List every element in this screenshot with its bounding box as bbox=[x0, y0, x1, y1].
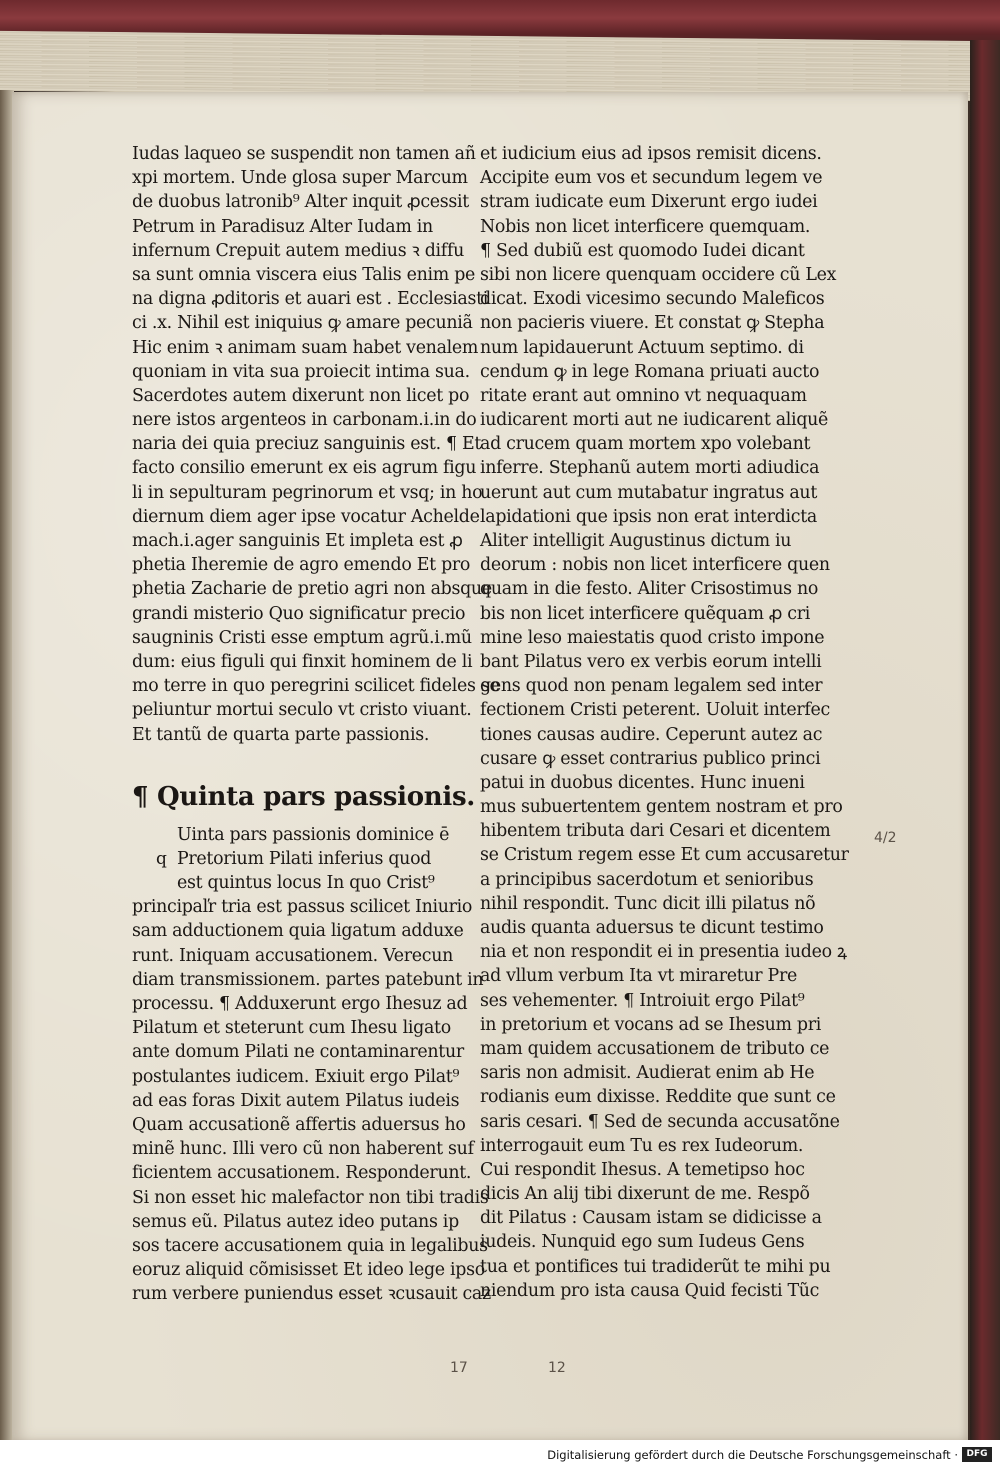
text-line: dicis An alij tibi dixerunt de me. Respõ bbox=[480, 1184, 810, 1205]
text-line: saris cesari. ¶ Sed de secunda accusatõne bbox=[480, 1111, 840, 1132]
drop-initial: q bbox=[156, 848, 167, 869]
text-line: dum: eius figuli qui finxit hominem de li bbox=[132, 651, 473, 672]
text-line: ritate erant aut omnino vt nequaquam bbox=[480, 385, 807, 406]
text-line: patui in duobus dicentes. Hunc inueni bbox=[480, 772, 805, 793]
text-line: bis non licet interficere quẽquam ꝓ cri bbox=[480, 603, 810, 624]
text-line: mam quidem accusationem de tributo ce bbox=[480, 1038, 830, 1059]
text-line: deorum : nobis non licet interficere quen bbox=[480, 555, 830, 576]
text-line: Aliter intelligit Augustinus dictum iu bbox=[480, 531, 792, 551]
text-line: phetia Iheremie de agro emendo Et pro bbox=[132, 555, 471, 576]
text-line: ci .x. Nihil est iniquius ꝙ amare pecuniã bbox=[132, 313, 473, 334]
text-line: xpi mortem. Unde glosa super Marcum bbox=[132, 168, 468, 189]
text-line: dicat. Exodi vicesimo secundo Maleficos bbox=[480, 289, 825, 310]
text-line: Hic enim ꝛ animam suam habet venalem bbox=[132, 337, 479, 358]
text-line: quam in die festo. Aliter Crisostimus no bbox=[480, 579, 819, 600]
text-line: ad eas foras Dixit autem Pilatus iudeis bbox=[132, 1090, 460, 1111]
text-line: ad crucem quam mortem xpo volebant bbox=[480, 434, 811, 455]
right-text-column bbox=[480, 142, 849, 1303]
text-line: Si non esset hic malefactor non tibi tradis bbox=[132, 1187, 489, 1208]
margin-mark-bottom-right: 12 bbox=[548, 1360, 566, 1376]
funding-credit: Digitalisierung gefördert durch die Deutsche Forschungsgemeinschaft · bbox=[547, 1448, 958, 1462]
text-line: Iudas laqueo se suspendit non tamen añ bbox=[132, 144, 476, 164]
text-line: uerunt aut cum mutabatur ingratus aut bbox=[480, 482, 818, 503]
text-line: grandi misterio Quo significatur precio bbox=[132, 603, 466, 624]
text-line: dit Pilatus : Causam istam se didicisse a bbox=[480, 1208, 822, 1229]
text-line: rodianis eum dixisse. Reddite que sunt ce bbox=[480, 1087, 836, 1108]
text-line: cendum ꝙ in lege Romana priuati aucto bbox=[480, 361, 820, 382]
text-line: Quam accusationẽ affertis aduersus ho bbox=[132, 1114, 466, 1135]
text-line: Sacerdotes autem dixerunt non licet po bbox=[132, 385, 470, 406]
text-line: peliuntur mortui seculo vt cristo viuant. bbox=[132, 700, 472, 721]
text-line: mus subuertentem gentem nostram et pro bbox=[480, 797, 843, 818]
left-text-column bbox=[132, 142, 500, 1306]
text-line: ficientem accusationem. Responderunt. bbox=[132, 1163, 472, 1184]
text-line: ses vehementer. ¶ Introiuit ergo Pilat⁹ bbox=[480, 990, 805, 1011]
text-line: nihil respondit. Tunc dicit illi pilatus nõ bbox=[480, 893, 816, 914]
text-line: mine leso maiestatis quod cristo impone bbox=[480, 627, 825, 648]
text-line: bant Pilatus vero ex verbis eorum intelli bbox=[480, 651, 822, 672]
text-line: stram iudicate eum Dixerunt ergo iudei bbox=[480, 192, 818, 213]
text-line: se Cristum regem esse Et cum accusaretur bbox=[480, 845, 849, 866]
book-cover-edge bbox=[970, 40, 1000, 1440]
text-line: Et tantũ de quarta parte passionis. bbox=[132, 724, 430, 745]
text-line: niendum pro ista causa Quid fecisti Tũc bbox=[480, 1280, 820, 1301]
text-line: non pacieris viuere. Et constat ꝙ Stepha bbox=[480, 313, 825, 334]
text-line: sibi non licere quenquam occidere cũ Lex bbox=[480, 264, 837, 285]
text-line: iudeis. Nunquid ego sum Iudeus Gens bbox=[480, 1232, 805, 1253]
left-bottom-block bbox=[132, 895, 491, 1306]
left-top-block bbox=[132, 142, 500, 747]
text-line: interrogauit eum Tu es rex Iudeorum. bbox=[480, 1135, 804, 1156]
text-line: Cui respondit Ihesus. A temetipso hoc bbox=[480, 1159, 805, 1180]
text-line: infernum Crepuit autem medius ꝛ diffu bbox=[132, 240, 464, 261]
text-line: in pretorium et vocans ad se Ihesum pri bbox=[480, 1014, 822, 1035]
text-line: postulantes iudicem. Exiuit ergo Pilat⁹ bbox=[132, 1066, 460, 1087]
section-heading: ¶ Quinta pars passionis. bbox=[132, 781, 476, 812]
text-line: li in sepulturam pegrinorum et vsq; in ho bbox=[132, 482, 483, 503]
text-line: quoniam in vita sua proiecit intima sua. bbox=[132, 361, 470, 382]
text-line: rum verbere puniendus esset ꝛcusauit caz bbox=[132, 1284, 491, 1305]
text-line: mo terre in quo peregrini scilicet fideles se bbox=[132, 676, 500, 697]
text-line: lapidationi que ipsis non erat interdicta bbox=[480, 506, 817, 527]
margin-mark-bottom-left: 17 bbox=[450, 1360, 468, 1376]
text-line: a principibus sacerdotum et senioribus bbox=[480, 869, 814, 890]
text-line: sos tacere accusationem quia in legalibus bbox=[132, 1235, 488, 1256]
right-lines-block bbox=[480, 142, 849, 1303]
text-line: num lapidauerunt Actuum septimo. di bbox=[480, 337, 804, 358]
text-line: ¶ Sed dubiũ est quomodo Iudei dicant bbox=[480, 240, 805, 261]
text-line: Pretorium Pilati inferius quod bbox=[177, 848, 432, 869]
text-line: eoruz aliquid cõmisisset Et ideo lege ipso bbox=[132, 1260, 485, 1281]
text-line: runt. Iniquam accusationem. Verecun bbox=[132, 945, 454, 966]
text-line: semus eũ. Pilatus autez ideo putans ip bbox=[132, 1211, 459, 1232]
text-line: sa sunt omnia viscera eius Talis enim pe bbox=[132, 264, 476, 285]
text-line: processu. ¶ Adduxerunt ergo Ihesuz ad bbox=[132, 994, 468, 1014]
text-line: phetia Zacharie de pretio agri non absque bbox=[132, 579, 492, 600]
text-line: hibentem tributa dari Cesari et dicentem bbox=[480, 821, 831, 842]
text-line: Pilatum et steterunt cum Ihesu ligato bbox=[132, 1018, 451, 1039]
text-line: facto consilio emerunt ex eis agrum figu bbox=[132, 458, 477, 479]
text-line: audis quanta aduersus te dicunt testimo bbox=[480, 918, 824, 938]
text-line: iudicarent morti aut ne iudicarent aliquẽ bbox=[480, 410, 829, 431]
text-line: tiones causas audire. Ceperunt autez ac bbox=[480, 724, 823, 745]
text-line: de duobus latronib⁹ Alter inquit ꝓcessit bbox=[132, 192, 469, 213]
text-line: cusare ꝙ esset contrarius publico princi bbox=[480, 748, 821, 769]
text-line: sam adductionem quia ligatum adduxe bbox=[132, 921, 464, 942]
book-page bbox=[12, 92, 968, 1442]
text-line: mach.i.ager sanguinis Et impleta est ꝓ bbox=[132, 531, 463, 551]
text-line: diam transmissionem. partes patebunt in bbox=[132, 969, 484, 990]
text-line: ad vllum verbum Ita vt miraretur Pre bbox=[480, 966, 797, 987]
footer-bar bbox=[0, 1440, 1000, 1468]
margin-note: 4/2 bbox=[874, 830, 897, 846]
text-line: minẽ hunc. Illi vero cũ non haberent suf bbox=[132, 1139, 474, 1160]
indented-block bbox=[132, 823, 477, 896]
text-line: Accipite eum vos et secundum legem ve bbox=[480, 168, 823, 189]
page-stack-edge bbox=[0, 31, 990, 101]
text-line: inferre. Stephanũ autem morti adiudica bbox=[480, 458, 820, 479]
text-line: naria dei quia preciuz sanguinis est. ¶ Et bbox=[132, 434, 482, 455]
text-line: Nobis non licet interficere quemquam. bbox=[480, 216, 811, 237]
text-line: principaľr tria est passus scilicet Iniurio bbox=[132, 897, 473, 918]
text-line: est quintus locus In quo Crist⁹ bbox=[177, 873, 435, 894]
text-line: ante domum Pilati ne contaminarentur bbox=[132, 1042, 464, 1063]
text-line: gens quod non penam legalem sed inter bbox=[480, 676, 823, 697]
text-line: tua et pontifices tui tradiderũt te mihi pu bbox=[480, 1256, 831, 1277]
text-line: saris non admisit. Audierat enim ab He bbox=[480, 1063, 815, 1084]
text-line: nere istos argenteos in carbonam.i.in do bbox=[132, 410, 477, 431]
text-line: Petrum in Paradisuz Alter Iudam in bbox=[132, 216, 433, 237]
dfg-logo: DFG bbox=[962, 1447, 992, 1462]
indented-lines bbox=[132, 823, 477, 896]
text-line: et iudicium eius ad ipsos remisit dicens. bbox=[480, 144, 822, 164]
text-line: nia et non respondit ei in presentia iudeo ꝝ bbox=[480, 942, 847, 963]
text-line: fectionem Cristi peterent. Uoluit interfec bbox=[480, 700, 830, 721]
text-line: diernum diem ager ipse vocatur Achelde bbox=[132, 506, 480, 527]
text-line: Uinta pars passionis dominice ē bbox=[177, 824, 450, 845]
text-line: na digna ꝓditoris et auari est . Ecclesiasti bbox=[132, 289, 489, 310]
text-line: saugninis Cristi esse emptum agrũ.i.mũ bbox=[132, 627, 472, 648]
